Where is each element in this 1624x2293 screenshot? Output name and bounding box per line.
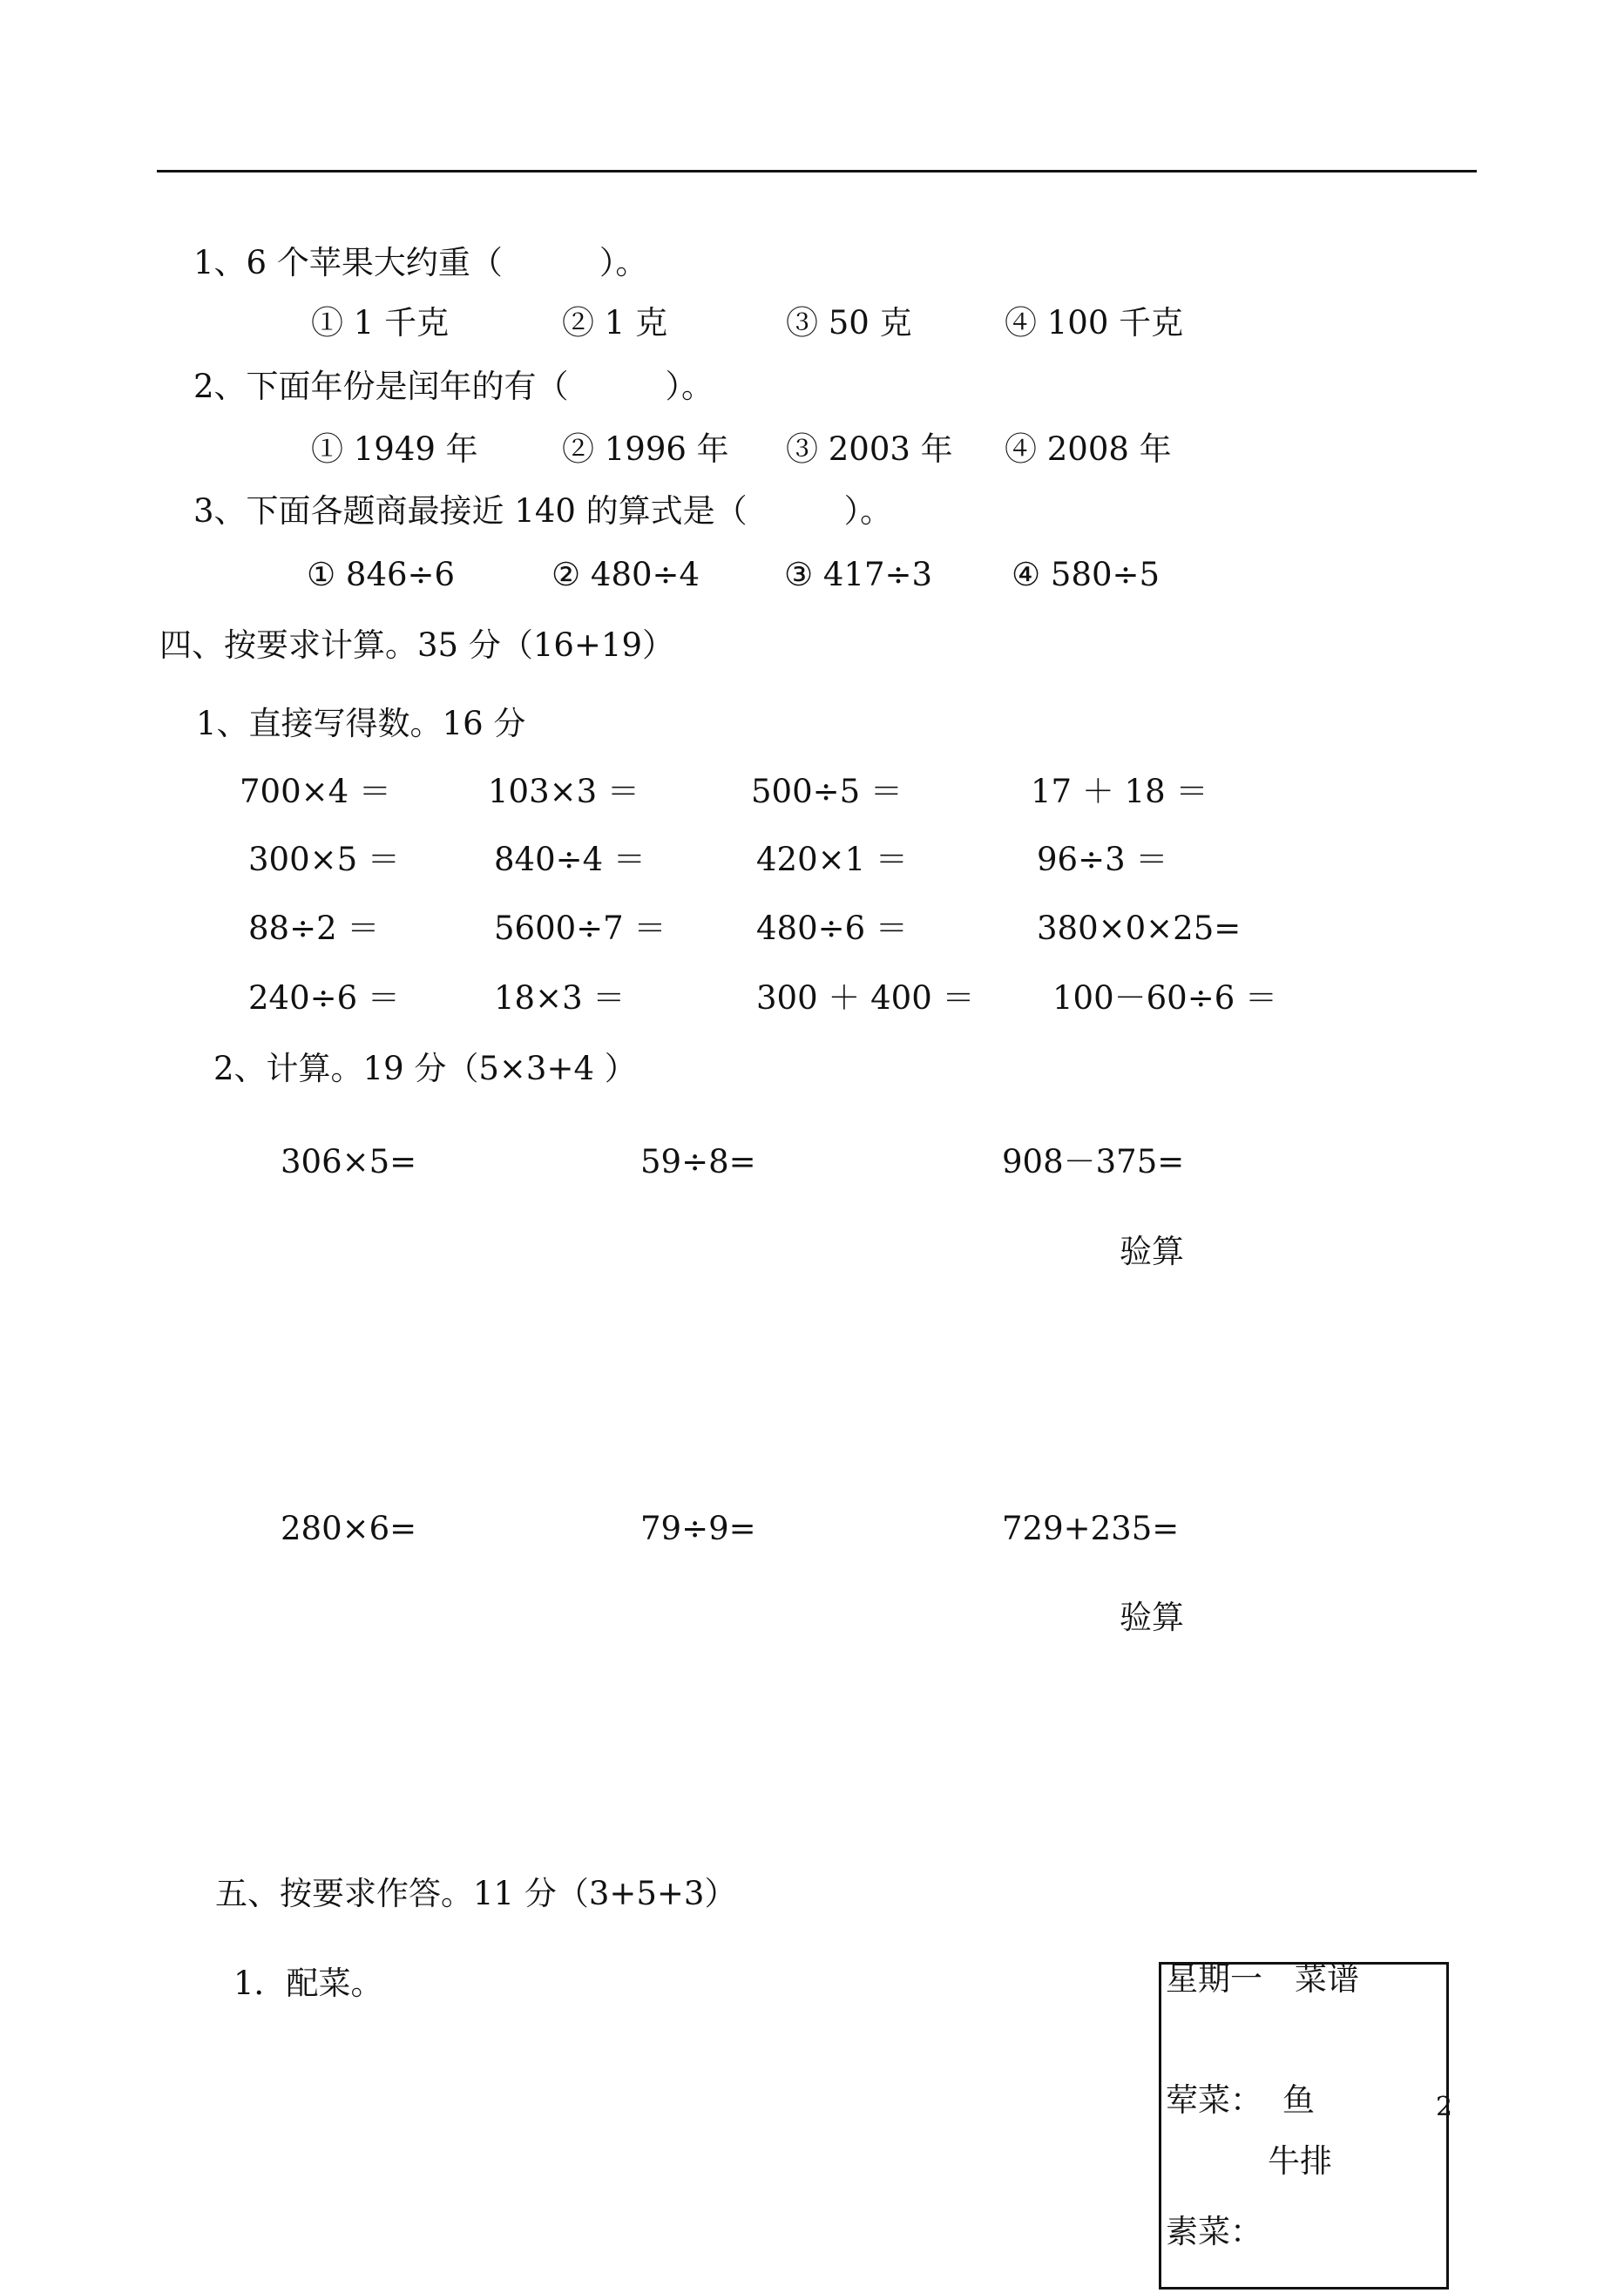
menu-title: 星期一 菜谱 (1166, 1960, 1359, 1998)
menu-veg-label: 素菜： (1166, 2213, 1262, 2250)
q3-3-option-2: ② 480÷4 (551, 556, 700, 593)
written-calc-item: 908－375= (1002, 1143, 1185, 1180)
menu-meat-label: 荤菜： (1166, 2081, 1262, 2119)
section-4-part-1-title: 1、直接写得数。16 分 (196, 705, 526, 742)
check-label: 验算 (1120, 1599, 1184, 1636)
section-4-part-2-title: 2、计算。19 分（5×3+4 ） (213, 1050, 637, 1087)
q3-3-option-1: ① 846÷6 (307, 556, 456, 593)
oral-calc-item: 300 ＋ 400 ＝ (756, 979, 975, 1017)
check-label: 验算 (1120, 1233, 1184, 1270)
written-calc-item: 729+235= (1002, 1510, 1180, 1547)
written-calc-item: 59÷8= (640, 1143, 756, 1180)
q3-1-option-1: ① 1 千克 (311, 304, 450, 342)
written-calc-item: 280×6= (281, 1510, 417, 1547)
oral-calc-item: 5600÷7 ＝ (494, 910, 667, 947)
oral-calc-item: 88÷2 ＝ (248, 910, 380, 947)
oral-calc-item: 420×1 ＝ (756, 841, 908, 878)
q3-3-stem: 3、下面各题商最接近 140 的算式是（ ）。 (193, 492, 893, 530)
menu-meat-item: 鱼 (1282, 2081, 1315, 2119)
oral-calc-item: 17 ＋ 18 ＝ (1031, 773, 1208, 810)
oral-calc-item: 500÷5 ＝ (751, 773, 903, 810)
q3-2-option-4: ④ 2008 年 (1005, 430, 1172, 468)
oral-calc-item: 240÷6 ＝ (248, 979, 400, 1017)
oral-calc-item: 840÷4 ＝ (494, 841, 646, 878)
menu-meat-item: 牛排 (1268, 2142, 1332, 2180)
oral-calc-item: 300×5 ＝ (248, 841, 400, 878)
q3-2-option-3: ③ 2003 年 (786, 430, 953, 468)
q3-2-option-1: ① 1949 年 (311, 430, 478, 468)
q3-1-option-3: ③ 50 克 (786, 304, 912, 342)
q3-3-option-4: ④ 580÷5 (1012, 556, 1160, 593)
q3-1-option-4: ④ 100 千克 (1005, 304, 1184, 342)
oral-calc-item: 700×4 ＝ (240, 773, 391, 810)
oral-calc-item: 100－60÷6 ＝ (1052, 979, 1278, 1017)
page-number: 2 (1436, 2092, 1453, 2122)
oral-calc-item: 380×0×25= (1037, 910, 1242, 947)
header-rule (157, 170, 1477, 172)
oral-calc-item: 480÷6 ＝ (756, 910, 908, 947)
oral-calc-item: 18×3 ＝ (494, 979, 626, 1017)
section-5-heading: 五、按要求作答。11 分（3+5+3） (215, 1875, 737, 1912)
q3-3-option-3: ③ 417÷3 (784, 556, 933, 593)
section-5-part-1-title: 1．配菜。 (233, 1965, 383, 2002)
section-4-heading: 四、按要求计算。35 分（16+19） (159, 626, 675, 664)
q3-1-option-2: ② 1 克 (562, 304, 668, 342)
q3-2-stem: 2、下面年份是闰年的有（ ）。 (193, 368, 714, 405)
written-calc-item: 306×5= (281, 1143, 417, 1180)
written-calc-item: 79÷9= (640, 1510, 756, 1547)
oral-calc-item: 103×3 ＝ (488, 773, 639, 810)
q3-2-option-2: ② 1996 年 (562, 430, 729, 468)
q3-1-stem: 1、6 个苹果大约重（ ）。 (193, 244, 648, 281)
oral-calc-item: 96÷3 ＝ (1037, 841, 1168, 878)
